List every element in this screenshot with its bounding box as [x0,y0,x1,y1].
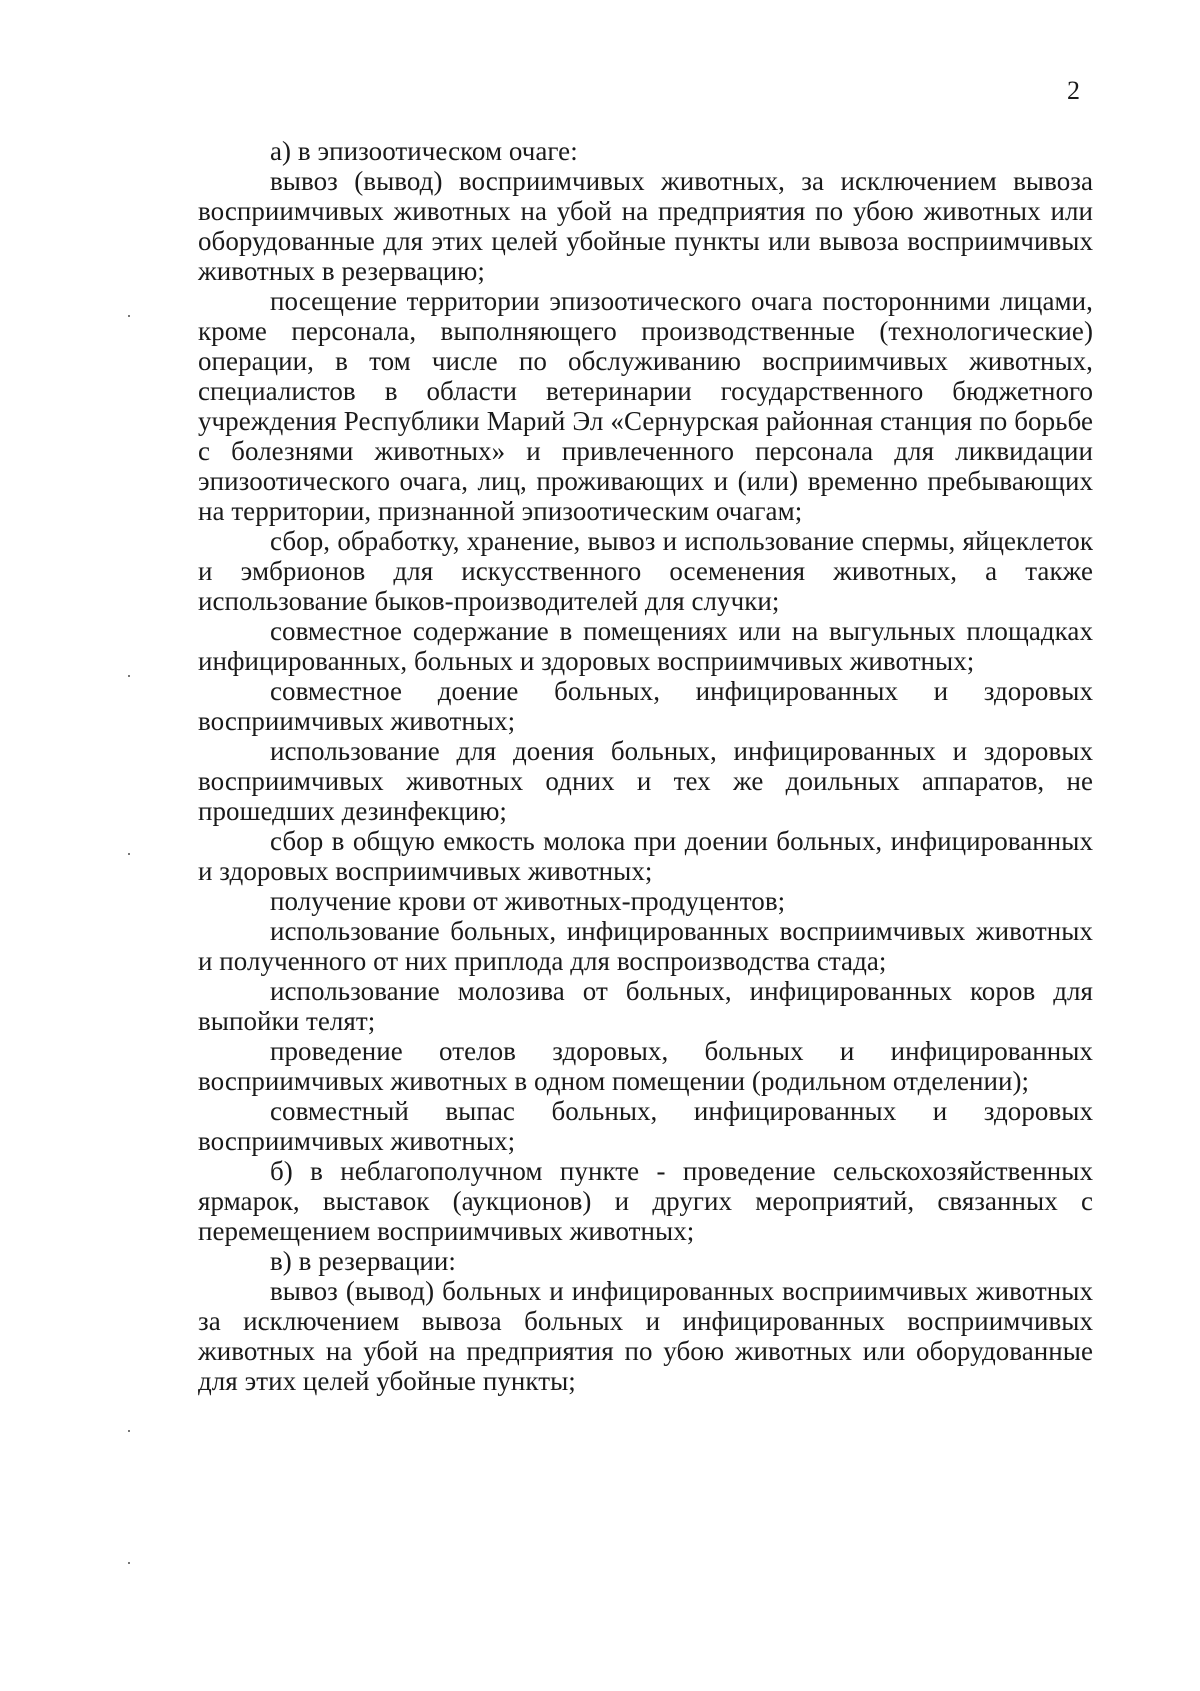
scan-mark [128,675,130,677]
document-body [198,136,1093,1396]
scan-mark [128,1562,130,1564]
section-b-paragraph: б) в неблагополучном пункте - проведение сельскохозяйственных ярмарок, выставок (аукционов) и других мероприятий, связанных с перемещением восприимчивых животных; [198,1156,1093,1246]
paragraph: использование для доения больных, инфицированных и здоровых восприимчивых животных одних и тех же доильных аппаратов, не прошедших дезинфекцию; [198,736,1093,826]
paragraph: сбор, обработку, хранение, вывоз и использование спермы, яйцеклеток и эмбрионов для искусственного осеменения животных, а также использование быков-производителей для случки; [198,526,1093,616]
section-a-heading: а) в эпизоотическом очаге: [270,136,578,166]
paragraph: совместное содержание в помещениях или на выгульных площадках инфицированных, больных и здоровых восприимчивых животных; [198,616,1093,676]
paragraph: использование больных, инфицированных восприимчивых животных и полученного от них приплода для воспроизводства стада; [198,916,1093,976]
paragraph: получение крови от животных-продуцентов; [270,886,786,916]
paragraph: совместное доение больных, инфицированных и здоровых восприимчивых животных; [198,676,1093,736]
paragraph: совместный выпас больных, инфицированных и здоровых восприимчивых животных; [198,1096,1093,1156]
scan-mark [128,315,130,317]
paragraph: посещение территории эпизоотического очага посторонними лицами, кроме персонала, выполняющего производственные (технологические) операции, в том числе по обслуживанию восприимчивых животных, специалистов в области ветеринарии государственного бюджетного учреждения Республики Марий Эл «Сернурская районная станция по борьбе с болезнями животных» и привлеченного персонала для ликвидации эпизоотического очага, лиц, проживающих и (или) временно пребывающих на территории, признанной эпизоотическим очагам; [198,286,1093,526]
paragraph: вывоз (вывод) больных и инфицированных восприимчивых животных за исключением вывоза больных и инфицированных восприимчивых животных на убой на предприятия по убою животных или оборудованные для этих целей убойные пункты; [198,1276,1093,1396]
scan-mark [128,1430,130,1432]
paragraph: сбор в общую емкость молока при доении больных, инфицированных и здоровых восприимчивых животных; [198,826,1093,886]
section-c-heading: в) в резервации: [270,1246,456,1276]
page-number: 2 [1067,76,1080,105]
paragraph: проведение отелов здоровых, больных и инфицированных восприимчивых животных в одном помещении (родильном отделении); [198,1036,1093,1096]
scan-mark [128,853,130,855]
paragraph: использование молозива от больных, инфицированных коров для выпойки телят; [198,976,1093,1036]
paragraph: вывоз (вывод) восприимчивых животных, за исключением вывоза восприимчивых животных на убой на предприятия по убою животных или оборудованные для этих целей убойные пункты или вывоза восприимчивых животных в резервацию; [198,166,1093,286]
